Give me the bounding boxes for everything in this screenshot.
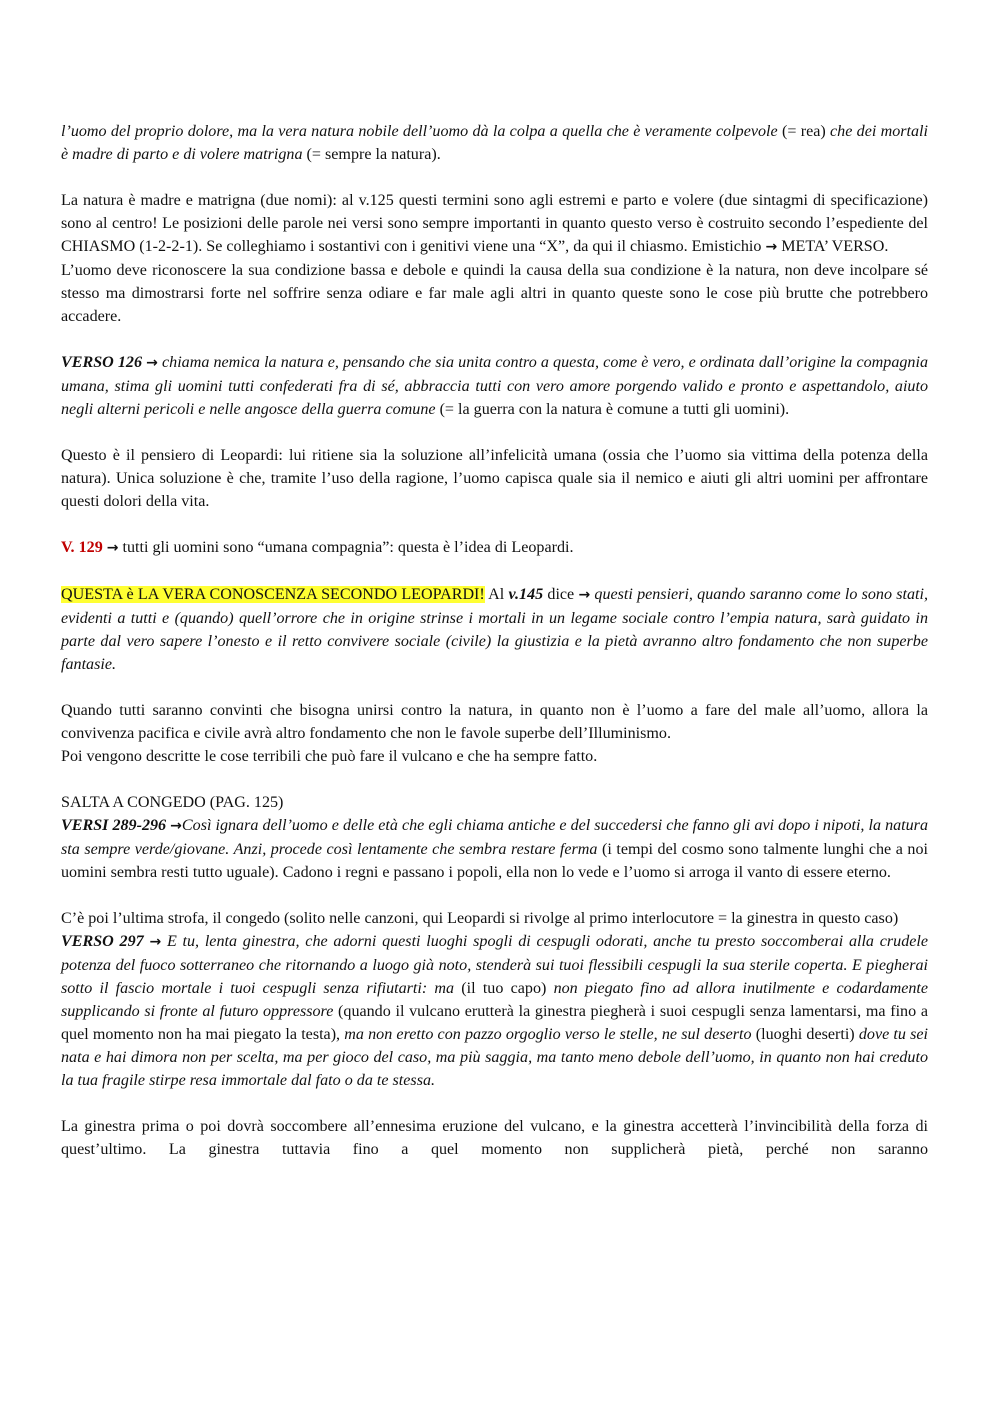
arrow-right-icon: → bbox=[765, 239, 778, 255]
paragraph-14: La ginestra prima o poi dovrà soccombere all’ennesima eruzione del vulcano, e la ginestra accetterà l’invincibilità della forza di quest’ultimo. La ginestra tuttavia fino a quel momento non supplicherà pietà, perché non saranno bbox=[61, 1118, 928, 1158]
verse-label: VERSO 297 bbox=[61, 933, 144, 950]
paragraph-verse-145: QUESTA è LA VERA CONOSCENZA SECONDO LEOPARDI! Al v.145 dice → questi pensieri, quando saranno come lo sono stati, evidenti a tutti e (quando) quell’orrore che in origine strinse i mortali in un legame sociale contro l’empia natura, sarà guidato in parte dal vero sapere l’onesto e il retto convivere sociale (civile) la giustizia e la pietà avranno altro fondamento che non superbe fantasie. bbox=[61, 586, 928, 673]
paragraph-2: La natura è madre e matrigna (due nomi): al v.125 questi termini sono agli estremi e parto e volere (due sintagmi di specificazione) sono al centro! Le posizioni delle parole nei versi sono sempre importanti in quanto questo verso è costruito secondo l’espediente del CHIASMO (1-2-2-1). Se colleghiamo i sostantivi con i genitivi viene una “X”, da qui il chiasmo. Emistichio → META’ VERSO. bbox=[61, 192, 928, 255]
arrow-right-icon: → bbox=[149, 934, 162, 950]
paragraph-8: Quando tutti saranno convinti che bisogna unirsi contro la natura, in quanto non è l’uomo a fare del male all’uomo, allora la convivenza pacifica e civile avrà altro fondamento che non le favole superbe dell’Illuminismo. bbox=[61, 702, 928, 742]
verse-label: v.145 bbox=[508, 586, 544, 603]
paragraph-verse-129: V. 129 → tutti gli uomini sono “umana compagnia”: questa è l’idea di Leopardi. bbox=[61, 539, 574, 556]
paragraph-5: Questo è il pensiero di Leopardi: lui ritiene sia la soluzione all’infelicità umana (ossia che l’uomo sia vittima della potenza della natura). Unica soluzione è che, tramite l’uso della ragione, l’uomo capisca quale sia il nemico e aiuti gli altri uomini per affrontare questi dolori della vita. bbox=[61, 447, 928, 510]
paragraph-1: l’uomo del proprio dolore, ma la vera natura nobile dell’uomo dà la colpa a quella che è veramente colpevole (= rea) che dei mortali è madre di parto e di volere matrigna (= sempre la natura). bbox=[61, 123, 929, 163]
paragraph-verse-297: VERSO 297 → E tu, lenta ginestra, che adorni questi luoghi spogli di cespugli odorati, anche tu presto soccomberai alla crudele potenza del fuoco sotterraneo che ritornando a luogo già noto, stenderà sui tuoi flessibili cespugli la sua sterile coperta. E piegherai sotto il fascio mortale i tuoi cespugli senza rifiutarti: ma (il tuo capo) non piegato fino ad allora inutilmente e codardamente supplicando si fronte al futuro oppressore (quando il vulcano erutterà la ginestra piegherà i suoi cespugli senza lamentarsi, ma fino a quel momento non ha mai piegato la testa), ma non eretto con pazzo orgoglio verso le stelle, ne sul deserto (luoghi deserti) dove tu sei nata e hai dimora non per scelta, ma per gioco del caso, ma più saggia, ma tanto meno debole dell’uomo, in quanto non hai creduto la tua fragile stirpe resa immortale dal fato o da te stessa. bbox=[61, 933, 929, 1089]
document-body bbox=[61, 120, 928, 1161]
paragraph-verses-289-296: VERSI 289-296 →Così ignara dell’uomo e delle età che egli chiama antiche e del succedersi che fanno gli avi dopo i nipoti, la natura sta sempre verde/giovane. Anzi, procede così lentamente che sembra restare ferma (i tempi del cosmo sono talmente lunghi che a noi uomini sembra resti tutto uguale). Cadono i regni e passano i popoli, ella non lo vede e l’uomo si arroga il vanto di essere eterno. bbox=[61, 817, 928, 881]
verse-label: VERSI 289-296 bbox=[61, 817, 167, 834]
paragraph-3: L’uomo deve riconoscere la sua condizione bassa e debole e quindi la causa della sua condizione è la natura, non deve incolpare sé stesso ma dimostrarsi forte nel soffrire senza odiare e far male agli altri in quanto queste sono le cose più brutte che potrebbero accadere. bbox=[61, 262, 928, 325]
highlighted-text: QUESTA è LA VERA CONOSCENZA SECONDO LEOPARDI! bbox=[61, 586, 485, 603]
arrow-right-icon: → bbox=[106, 540, 119, 556]
paragraph-9: Poi vengono descritte le cose terribili che può fare il vulcano e che ha sempre fatto. bbox=[61, 748, 598, 765]
section-heading: SALTA A CONGEDO (PAG. 125) bbox=[61, 794, 284, 811]
arrow-right-icon: → bbox=[578, 587, 591, 603]
verse-label: V. 129 bbox=[61, 539, 103, 556]
paragraph-verse-126: VERSO 126 → chiama nemica la natura e, pensando che sia unita contro a questa, come è vero, e ordinata dall’origine la compagnia umana, stima gli uomini tutti confederati fra di sé, abbraccia tutti con vero amore porgendo valido e pronto e aspettandolo, aiuto negli alterni pericoli e nelle angosce della guerra comune (= la guerra con la natura è comune a tutti gli uomini). bbox=[61, 354, 928, 418]
arrow-right-icon: → bbox=[170, 818, 182, 834]
verse-label: VERSO 126 bbox=[61, 354, 143, 371]
arrow-right-icon: → bbox=[146, 355, 158, 371]
paragraph-12: C’è poi l’ultima strofa, il congedo (solito nelle canzoni, qui Leopardi si rivolge al primo interlocutore = la ginestra in questo caso) bbox=[61, 910, 899, 927]
